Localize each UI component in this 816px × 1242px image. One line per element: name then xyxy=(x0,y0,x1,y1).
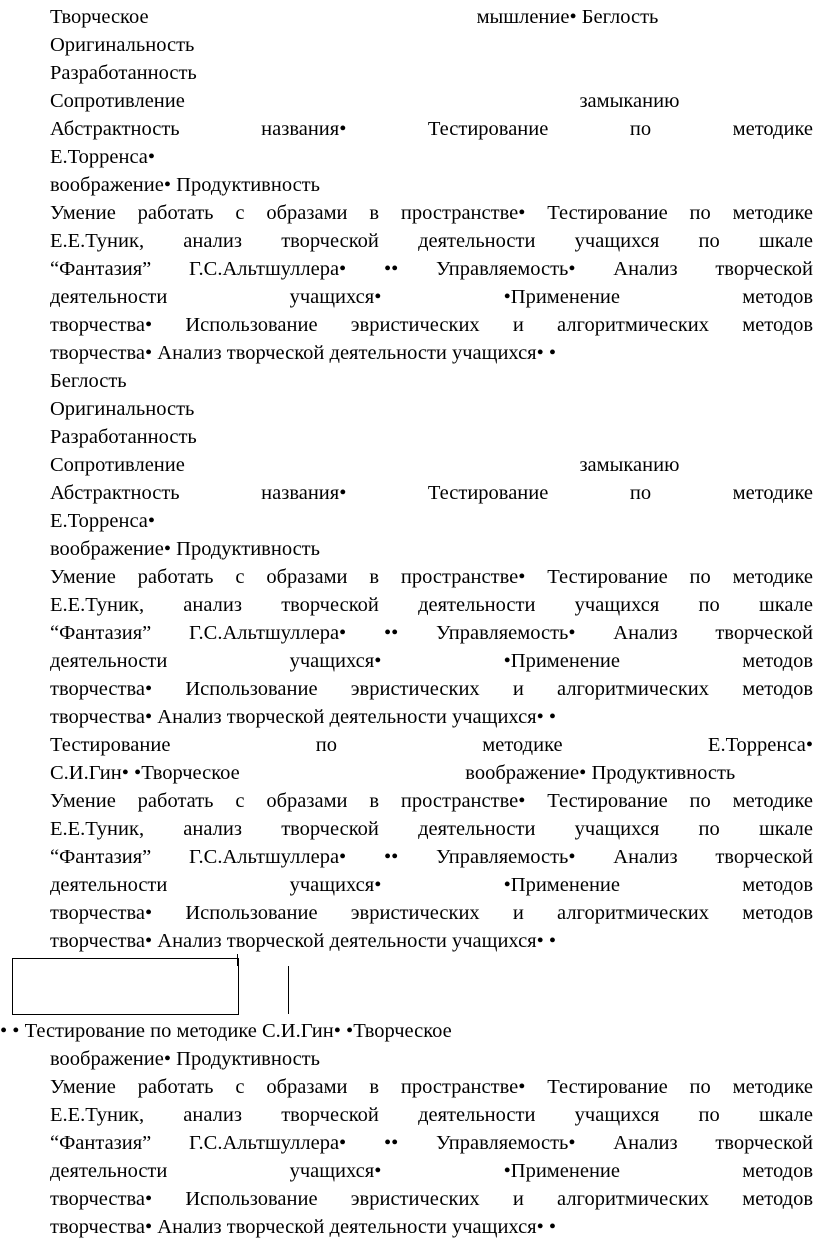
vertical-line xyxy=(288,966,289,1014)
bullet-text-line: • • Тестирование по методике С.И.Гин• •Творческое xyxy=(0,1020,452,1042)
text-line: творчества• Использование эвристических и алгоритмических методов xyxy=(50,314,813,336)
text-line: Сопротивление замыканию xyxy=(50,90,680,112)
text-line: Оригинальность xyxy=(50,398,195,420)
text-line: “Фантазия” Г.С.Альтшуллера• •• Управляемость• Анализ творческой xyxy=(50,622,813,644)
text-line: Абстрактность названия• Тестирование по методике xyxy=(50,482,813,504)
text-line: Е.Торренса• xyxy=(50,510,156,532)
text-line: деятельности учащихся• •Применение методов xyxy=(50,874,813,896)
text-line: Разработанность xyxy=(50,426,197,448)
text-line: С.И.Гин• •Творческое воображение• Продуктивность xyxy=(50,762,736,784)
text-line: воображение• Продуктивность xyxy=(50,538,320,560)
text-line: творчества• Использование эвристических и алгоритмических методов xyxy=(50,902,813,924)
text-line: “Фантазия” Г.С.Альтшуллера• •• Управляемость• Анализ творческой xyxy=(50,846,813,868)
frame-tick-mark xyxy=(237,954,238,966)
text-section-3 xyxy=(50,731,813,955)
text-line: воображение• Продуктивность xyxy=(50,174,320,196)
text-line: “Фантазия” Г.С.Альтшуллера• •• Управляемость• Анализ творческой xyxy=(50,1132,813,1154)
text-line: творчества• Анализ творческой деятельности учащихся• • xyxy=(50,342,557,364)
text-line: деятельности учащихся• •Применение методов xyxy=(50,650,813,672)
text-line: Разработанность xyxy=(50,62,197,84)
text-line: Умение работать с образами в пространстве• Тестирование по методике xyxy=(50,566,813,588)
text-section-4 xyxy=(50,1045,813,1241)
text-line: Абстрактность названия• Тестирование по методике xyxy=(50,118,813,140)
text-line: деятельности учащихся• •Применение методов xyxy=(50,286,813,308)
text-line: Оригинальность xyxy=(50,34,195,56)
text-line: Умение работать с образами в пространстве• Тестирование по методике xyxy=(50,1076,813,1098)
text-line: Е.Е.Туник, анализ творческой деятельности учащихся по шкале xyxy=(50,594,813,616)
text-line: творчества• Анализ творческой деятельности учащихся• • xyxy=(50,930,557,952)
text-line: Беглость xyxy=(50,370,127,392)
text-line: Е.Е.Туник, анализ творческой деятельности учащихся по шкале xyxy=(50,230,813,252)
text-line: Е.Торренса• xyxy=(50,146,156,168)
text-section-2 xyxy=(50,367,813,731)
text-line: “Фантазия” Г.С.Альтшуллера• •• Управляемость• Анализ творческой xyxy=(50,258,813,280)
text-section-1 xyxy=(50,3,813,367)
text-line: Творческое мышление• Беглость xyxy=(50,6,659,28)
text-line: Е.Е.Туник, анализ творческой деятельности учащихся по шкале xyxy=(50,818,813,840)
empty-frame xyxy=(12,958,239,1015)
text-line: деятельности учащихся• •Применение методов xyxy=(50,1160,813,1182)
text-line: творчества• Использование эвристических и алгоритмических методов xyxy=(50,678,813,700)
text-line: творчества• Анализ творческой деятельности учащихся• • xyxy=(50,706,557,728)
text-line: творчества• Анализ творческой деятельности учащихся• • xyxy=(50,1216,557,1238)
text-line: Умение работать с образами в пространстве• Тестирование по методике xyxy=(50,790,813,812)
text-line: творчества• Использование эвристических и алгоритмических методов xyxy=(50,1188,813,1210)
text-line: Умение работать с образами в пространстве• Тестирование по методике xyxy=(50,202,813,224)
text-line: воображение• Продуктивность xyxy=(50,1048,320,1070)
text-line: Е.Е.Туник, анализ творческой деятельности учащихся по шкале xyxy=(50,1104,813,1126)
text-line: Сопротивление замыканию xyxy=(50,454,680,476)
text-line: Тестирование по методике Е.Торренса• xyxy=(50,734,813,756)
